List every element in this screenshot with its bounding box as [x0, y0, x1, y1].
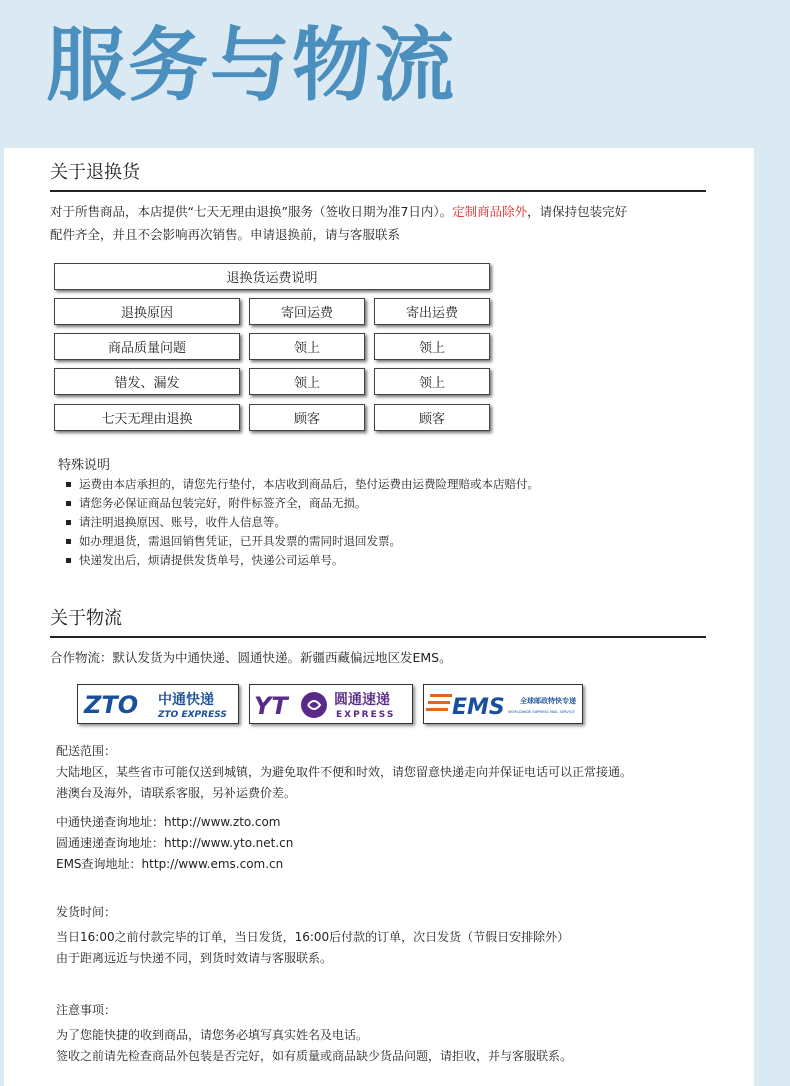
tracking-block	[56, 812, 293, 875]
delivery-line: 港澳台及海外，请联系客服，另补运费价差。	[56, 786, 297, 800]
zto-logo-icon	[78, 685, 238, 723]
list-item	[66, 494, 539, 513]
section-title-logistics: 关于物流	[50, 604, 706, 638]
fee-table-cell: 顾客	[249, 404, 365, 431]
notice-line: 签收之前请先检查商品外包装是否完好，如有质量或商品缺少货品问题，请拒收，并与客服联系。	[56, 1049, 573, 1063]
returns-intro-highlight: 定制商品除外	[452, 204, 528, 219]
ship-time-line: 由于距离远近与快递不同，到货时效请与客服联系。	[56, 951, 333, 965]
list-item	[66, 551, 539, 570]
note-text: 请您务必保证商品包装完好，附件标签齐全，商品无损。	[79, 496, 367, 510]
tracking-line-ems: EMS查询地址：http://www.ems.com.cn	[56, 857, 284, 871]
delivery-block	[56, 741, 632, 804]
notice-block	[56, 1000, 572, 1067]
notice-line: 为了您能快捷的收到商品，请您务必填写真实姓名及电话。	[56, 1028, 369, 1042]
fee-table-cell: 领上	[374, 368, 490, 395]
returns-intro-line2: 配件齐全，并且不会影响再次销售。申请退换前，请与客服联系	[50, 227, 401, 242]
notes-list	[66, 475, 539, 570]
bullet-icon	[66, 501, 71, 506]
fee-table-cell: 领上	[374, 333, 490, 360]
ship-time-block	[56, 902, 569, 969]
note-text: 快递发出后，烦请提供发货单号，快递公司运单号。	[79, 553, 344, 567]
notice-title: 注意事项：	[56, 1003, 117, 1017]
note-text: 运费由本店承担的，请您先行垫付，本店收到商品后，垫付运费由运费险理赔或本店赔付。	[79, 477, 539, 491]
zto-logo-mark: ZTO	[84, 691, 139, 719]
list-item	[66, 532, 539, 551]
bullet-icon	[66, 558, 71, 563]
zto-logo-en: ZTO EXPRESS	[158, 710, 227, 720]
list-item	[66, 513, 539, 532]
fee-table-cell: 领上	[249, 333, 365, 360]
fee-table-cell: 七天无理由退换	[54, 404, 240, 431]
ship-time-line: 当日16:00之前付款完毕的订单，当日发货，16:00后付款的订单，次日发货（节假日安排除外）	[56, 930, 570, 944]
tracking-line-yto: 圆通速递查询地址：http://www.yto.net.cn	[56, 836, 294, 850]
yto-logo-cn: 圆通速递	[334, 692, 390, 708]
yto-logo-icon	[250, 685, 412, 723]
ems-logo-mark: EMS	[452, 695, 505, 720]
ship-time-title: 发货时间：	[56, 905, 117, 919]
fee-table-cell: 领上	[249, 368, 365, 395]
zto-logo-cn: 中通快递	[158, 692, 214, 708]
bullet-icon	[66, 539, 71, 544]
ems-logo-icon	[424, 685, 582, 723]
returns-intro-a: 对于所售商品，本店提供“七天无理由退换”服务（签收日期为准7日内）。	[50, 204, 453, 219]
fee-table-col-send: 寄出运费	[374, 298, 490, 325]
section-title-returns: 关于退换货	[50, 158, 706, 192]
fee-table-col-return: 寄回运费	[249, 298, 365, 325]
zto-logo	[77, 684, 239, 724]
ems-logo-cn: 全球邮政特快专递	[520, 697, 576, 705]
yto-logo	[249, 684, 413, 724]
delivery-line: 大陆地区，某些省市可能仅送到城镇，为避免取件不便和时效，请您留意快递走向并保证电话可以正常接通。	[56, 765, 633, 779]
bullet-icon	[66, 482, 71, 487]
delivery-title: 配送范围：	[56, 744, 117, 758]
note-text: 请注明退换原因、账号，收件人信息等。	[79, 515, 286, 529]
fee-table-cell: 顾客	[374, 404, 490, 431]
bullet-icon	[66, 520, 71, 525]
fee-table-header: 退换货运费说明	[54, 263, 490, 290]
list-item	[66, 475, 539, 494]
fee-table-cell: 错发、漏发	[54, 368, 240, 395]
ems-logo-en: WORLDWIDE EXPRESS MAIL SERVICE	[508, 710, 575, 714]
ems-logo	[423, 684, 583, 724]
returns-intro-b: ，请保持包装完好	[527, 204, 628, 219]
notes-title: 特殊说明	[58, 458, 111, 473]
yto-logo-en: EXPRESS	[336, 710, 396, 720]
fee-table-col-reason: 退换原因	[54, 298, 240, 325]
fee-table-cell: 商品质量问题	[54, 333, 240, 360]
note-text: 如办理退货，需退回销售凭证，已开具发票的需同时退回发票。	[79, 534, 401, 548]
tracking-line-zto: 中通快递查询地址：http://www.zto.com	[56, 815, 281, 829]
returns-intro	[50, 200, 627, 246]
yto-logo-mark: YT	[254, 692, 288, 720]
page-title: 服务与物流	[46, 19, 456, 112]
partners-text: 合作物流：默认发货为中通快递、圆通快递。新疆西藏偏远地区发EMS。	[50, 650, 452, 665]
